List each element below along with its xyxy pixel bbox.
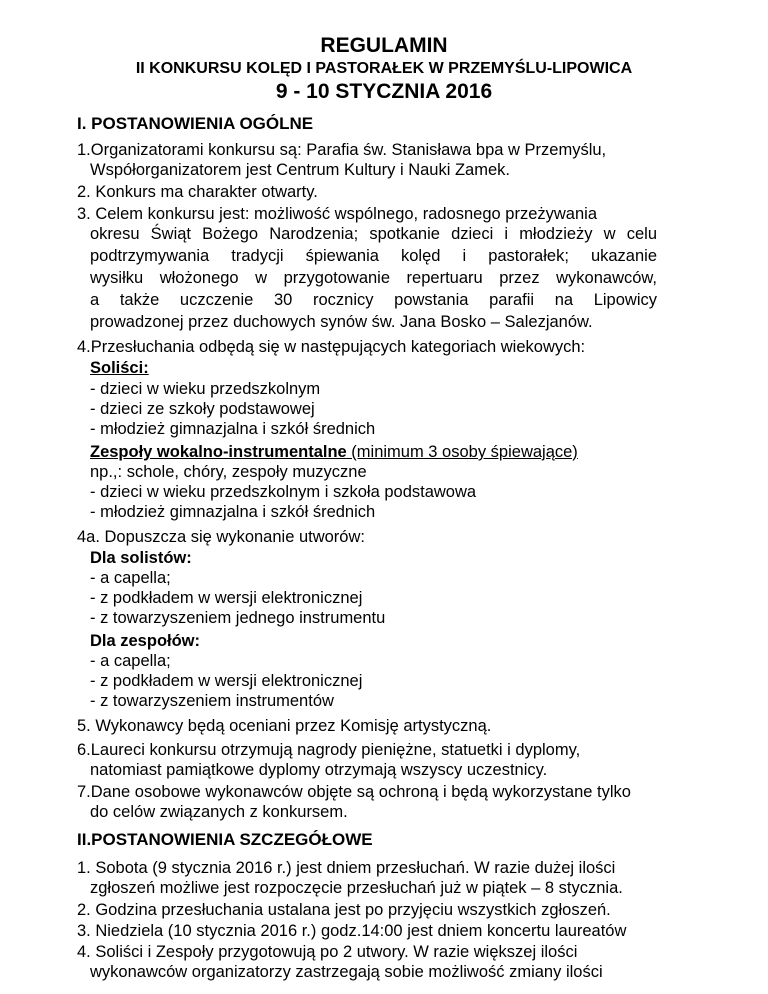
list-item: - dzieci w wieku przedszkolnym bbox=[90, 380, 321, 398]
paragraph-line: wysiłku włożonego w przygotowanie repertuaru przez wykonawców, bbox=[90, 269, 657, 287]
soloists-heading: Soliści: bbox=[90, 359, 149, 377]
document-dates: 9 - 10 STYCZNIA 2016 bbox=[275, 80, 493, 103]
document-title: REGULAMIN bbox=[320, 34, 448, 57]
paragraph-line: a także uczczenie 30 rocznicy powstania parafii na Lipowicy bbox=[90, 291, 657, 309]
paragraph-line: 2. Konkurs ma charakter otwarty. bbox=[77, 183, 318, 201]
paragraph-line: 2. Godzina przesłuchania ustalana jest po przyjęciu wszystkich zgłoszeń. bbox=[77, 901, 611, 919]
paragraph-line: prowadzonej przez duchowych synów św. Jana Bosko – Salezjanów. bbox=[90, 313, 593, 331]
groups-heading-line bbox=[90, 442, 578, 462]
paragraph-line: podtrzymywania tradycji śpiewania kolęd i pastorałek; ukazanie bbox=[90, 247, 657, 265]
paragraph-line: 6.Laureci konkursu otrzymują nagrody pieniężne, statuetki i dyplomy, bbox=[77, 741, 581, 759]
paragraph-line: 7.Dane osobowe wykonawców objęte są ochroną i będą wykorzystane tylko bbox=[77, 783, 631, 801]
list-item: - a capella; bbox=[90, 569, 171, 587]
paragraph-line: 3. Niedziela (10 stycznia 2016 r.) godz.14:00 jest dniem koncertu laureatów bbox=[77, 922, 627, 940]
list-item: np.,: schole, chóry, zespoły muzyczne bbox=[90, 463, 367, 481]
paragraph-line: 1.Organizatorami konkursu są: Parafia św. Stanisława bpa w Przemyślu, bbox=[77, 141, 607, 159]
solo-performance-heading: Dla solistów: bbox=[90, 549, 192, 567]
paragraph-line: zgłoszeń możliwe jest rozpoczęcie przesłuchań już w piątek – 8 stycznia. bbox=[90, 879, 623, 897]
list-item: - dzieci w wieku przedszkolnym i szkoła podstawowa bbox=[90, 483, 477, 501]
groups-note: (minimum 3 osoby śpiewające) bbox=[346, 443, 578, 461]
list-item: - dzieci ze szkoły podstawowej bbox=[90, 400, 315, 418]
paragraph-line: 4.Przesłuchania odbędą się w następujących kategoriach wiekowych: bbox=[77, 338, 586, 356]
paragraph-line: 5. Wykonawcy będą oceniani przez Komisję artystyczną. bbox=[77, 717, 492, 735]
list-item: - z podkładem w wersji elektronicznej bbox=[90, 672, 363, 690]
list-item: - młodzież gimnazjalna i szkół średnich bbox=[90, 420, 376, 438]
list-item: - a capella; bbox=[90, 652, 171, 670]
paragraph-line: 4a. Dopuszcza się wykonanie utworów: bbox=[77, 528, 365, 546]
list-item: - z podkładem w wersji elektronicznej bbox=[90, 589, 363, 607]
list-item: - z towarzyszeniem instrumentów bbox=[90, 692, 334, 710]
group-performance-heading: Dla zespołów: bbox=[90, 632, 201, 650]
list-item: - z towarzyszeniem jednego instrumentu bbox=[90, 609, 386, 627]
paragraph-line: natomiast pamiątkowe dyplomy otrzymają wszyscy uczestnicy. bbox=[90, 761, 548, 779]
document-subtitle: II KONKURSU KOLĘD I PASTORAŁEK W PRZEMYŚLU-LIPOWICA bbox=[135, 60, 633, 77]
paragraph-line: 3. Celem konkursu jest: możliwość wspólnego, radosnego przeżywania bbox=[77, 205, 597, 223]
paragraph-line: 4. Soliści i Zespoły przygotowują po 2 utwory. W razie większej ilości bbox=[77, 943, 578, 961]
paragraph-line: do celów związanych z konkursem. bbox=[90, 803, 348, 821]
section-heading-general: I. POSTANOWIENIA OGÓLNE bbox=[77, 114, 314, 133]
groups-heading: Zespoły wokalno-instrumentalne bbox=[90, 443, 347, 461]
paragraph-line: 1. Sobota (9 stycznia 2016 r.) jest dniem przesłuchań. W razie dużej ilości bbox=[77, 859, 616, 877]
paragraph-line: Współorganizatorem jest Centrum Kultury i Nauki Zamek. bbox=[90, 161, 510, 179]
paragraph-line: okresu Świąt Bożego Narodzenia; spotkanie dzieci i młodzieży w celu bbox=[90, 225, 657, 243]
section-heading-detailed: II.POSTANOWIENIA SZCZEGÓŁOWE bbox=[77, 830, 373, 849]
paragraph-line: wykonawców organizatorzy zastrzegają sobie możliwość zmiany ilości bbox=[90, 963, 603, 981]
list-item: - młodzież gimnazjalna i szkół średnich bbox=[90, 503, 376, 521]
